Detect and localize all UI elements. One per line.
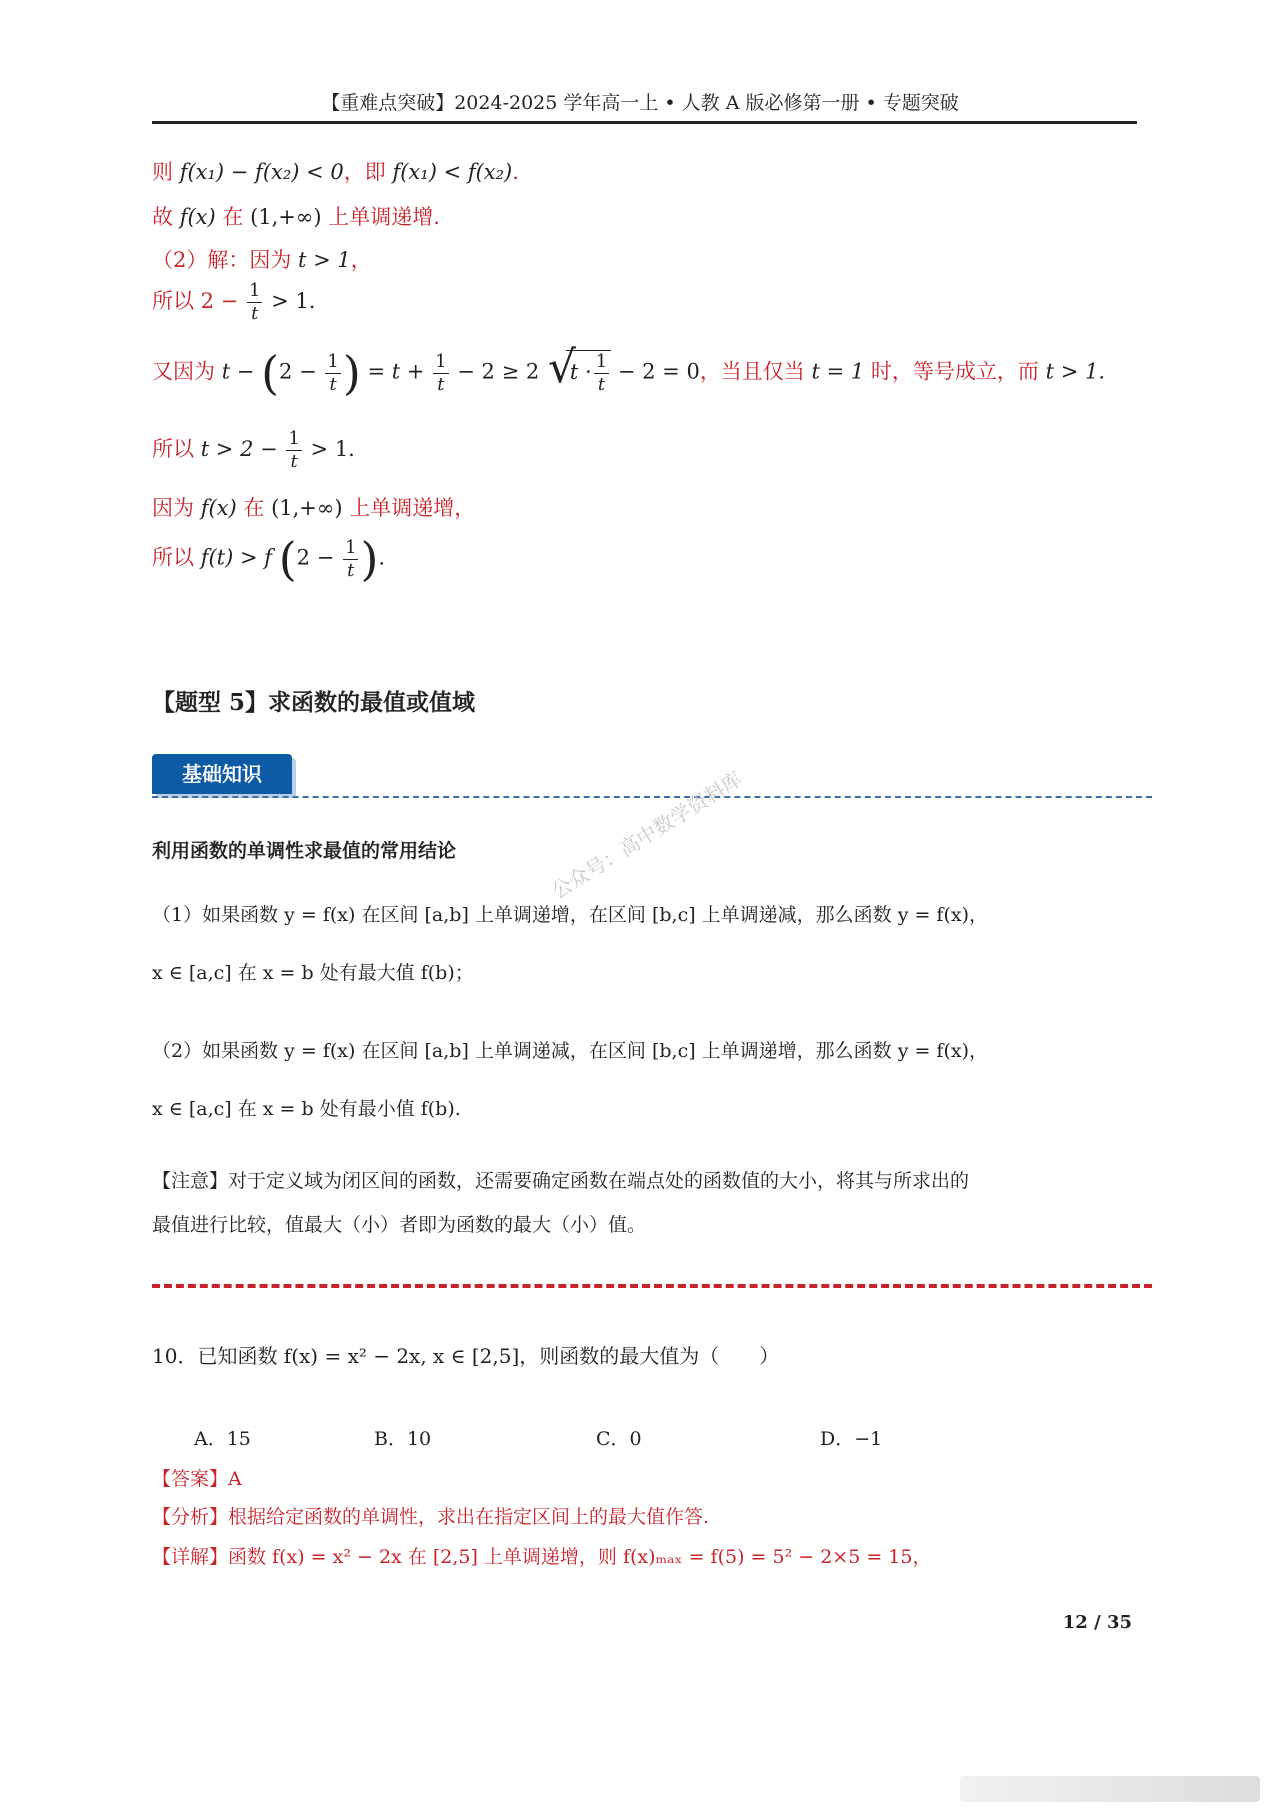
conclusion-2-line-1: （2）如果函数 y = f(x) 在区间 [a,b] 上单调递减，在区间 [b,c] 上单调递增，那么函数 y = f(x)， <box>152 1040 989 1062</box>
proof-line-6: 所以 t > 2 − $\frac{1}{t}$ > 1. <box>152 428 355 472</box>
fraction-1-over-t: $\frac{1}{t}$ <box>435 350 447 395</box>
knowledge-subtitle: 利用函数的单调性求最值的常用结论 <box>152 840 457 862</box>
section-title: 【题型 5】求函数的最值或值域 <box>152 689 476 716</box>
proof-line-7: 因为 f(x) 在 (1,+∞) 上单调递增， <box>152 496 476 520</box>
conclusion-1-line-1: （1）如果函数 y = f(x) 在区间 [a,b] 上单调递增，在区间 [b,c] 上单调递减，那么函数 y = f(x)， <box>152 904 989 926</box>
square-root: √ t · $\frac{1}{t}$ <box>548 350 611 396</box>
fraction-1-over-t: $\frac{1}{t}$ <box>344 536 357 581</box>
answer-line: 【答案】A <box>152 1468 242 1490</box>
watermark: 公众号：高中数学资料库 <box>547 766 747 904</box>
option-a: A．15 <box>194 1428 251 1450</box>
basic-knowledge-tab: 基础知识 <box>152 754 292 794</box>
page-number: 12 / 35 <box>1062 1612 1132 1633</box>
page-header: 【重难点突破】2024-2025 学年高一上 • 人教 A 版必修第一册 • 专题突破 <box>321 92 959 114</box>
proof-line-8: 所以 f(t) > f (2 − $\frac{1}{t}$ ). <box>152 532 386 586</box>
proof-line-1: 则 f(x₁) − f(x₂) < 0，即 f(x₁) < f(x₂). <box>152 160 519 184</box>
proof-line-2: 故 f(x) 在 (1,+∞) 上单调递增. <box>152 205 440 229</box>
option-c: C．0 <box>596 1428 642 1450</box>
option-b: B．10 <box>374 1428 432 1450</box>
detail-line: 【详解】函数 f(x) = x² − 2x 在 [2,5] 上单调递增，则 f(x)ₘₐₓ = f(5) = 5² − 2×5 = 15， <box>152 1546 932 1568</box>
fraction-1-over-t: $\frac{1}{t}$ <box>288 428 300 472</box>
proof-line-3: （2）解：因为 t > 1， <box>152 248 372 272</box>
conclusion-1-line-2: x ∈ [a,c] 在 x = b 处有最大值 f(b)； <box>152 962 474 984</box>
note-line-2: 最值进行比较，值最大（小）者即为函数的最大（小）值。 <box>152 1214 647 1236</box>
option-d: D．−1 <box>820 1428 883 1450</box>
fraction-1-over-t: $\frac{1}{t}$ <box>249 280 261 324</box>
bottom-ui-bar <box>960 1776 1260 1802</box>
red-dashed-divider <box>152 1284 1152 1288</box>
note-line-1: 【注意】对于定义域为闭区间的函数，还需要确定函数在端点处的函数值的大小，将其与所求出的 <box>152 1170 970 1192</box>
question-stem: 10．已知函数 f(x) = x² − 2x, x ∈ [2,5]，则函数的最大值为（ ） <box>152 1344 780 1368</box>
proof-line-4: 所以 2 − $\frac{1}{t}$ > 1. <box>152 280 316 324</box>
fraction-1-over-t: $\frac{1}{t}$ <box>595 351 608 395</box>
conclusion-2-line-2: x ∈ [a,c] 在 x = b 处有最小值 f(b). <box>152 1098 461 1120</box>
blue-dashed-divider <box>152 796 1152 798</box>
proof-line-5: 又因为 t − (2 − $\frac{1}{t}$ ) = t + $\frac{1}{t}$ − 2 ≥ 2 √ t · $\frac{1}{t}$ − 2 = 0，当且仅当 t = 1 时，等号成立，而 t > 1. <box>152 342 1106 400</box>
analysis-line: 【分析】根据给定函数的单调性，求出在指定区间上的最大值作答. <box>152 1506 710 1528</box>
header-rule <box>152 121 1137 124</box>
fraction-1-over-t: $\frac{1}{t}$ <box>327 350 339 395</box>
